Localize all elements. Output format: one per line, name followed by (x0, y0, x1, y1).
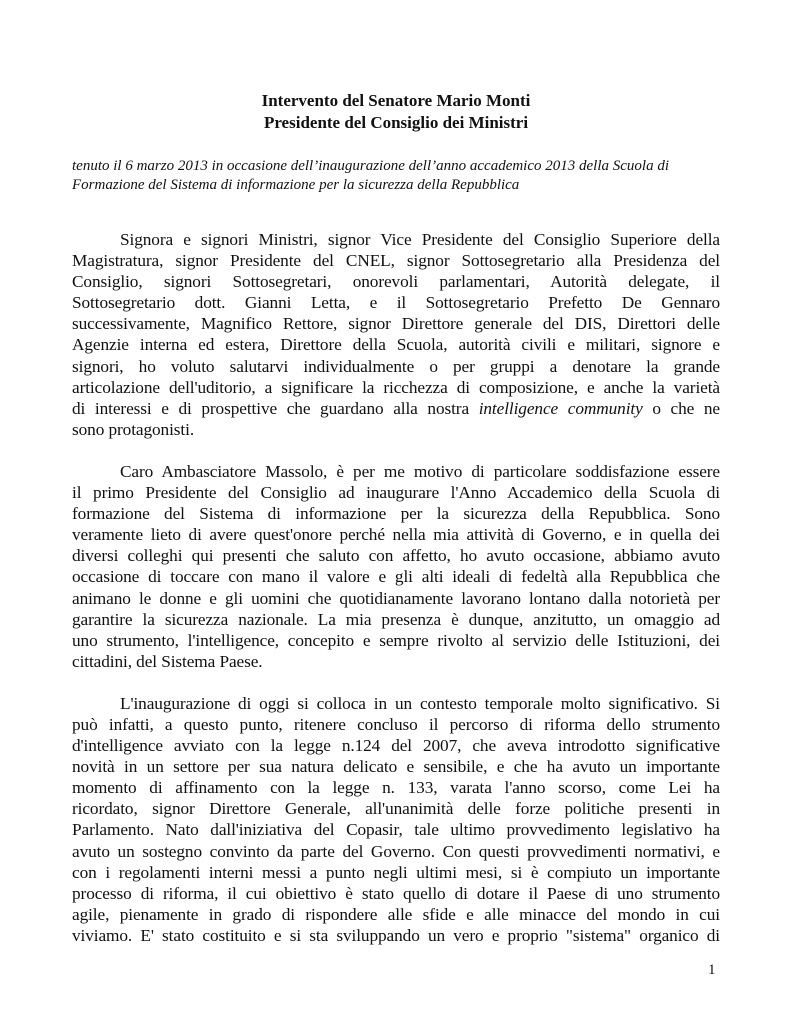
text-line: novità in un settore per sua natura delicato e sensibile, e che ha avuto un importante (72, 757, 720, 777)
text-line: formazione del Sistema di informazione per la sicurezza della Repubblica. Sono (72, 504, 720, 524)
text-line: Consiglio, signori Sottosegretari, onorevoli parlamentari, Autorità delegate, il (72, 272, 720, 292)
paragraph-3 (72, 693, 720, 946)
subtitle-line-1: tenuto il 6 marzo 2013 in occasione dell’inaugurazione dell’anno accademico 2013 della Scuola di (72, 158, 669, 174)
document-subtitle (72, 157, 720, 195)
text-line: Sottosegretario dott. Gianni Letta, e il Sottosegretario Prefetto De Gennaro (72, 293, 720, 313)
text-run: o che ne (642, 398, 720, 418)
emphasized-term: intelligence community (478, 398, 643, 418)
text-line: cittadini, del Sistema Paese. (72, 651, 263, 671)
paragraph-1 (72, 229, 720, 440)
text-line: d'intelligence avviato con la legge n.124 del 2007, che aveva introdotto significative (72, 736, 720, 756)
title-line-1: Intervento del Senatore Mario Monti (261, 91, 531, 110)
speech-body (72, 229, 720, 946)
text-line: successivamente, Magnifico Rettore, signor Direttore generale del DIS, Direttori delle (72, 314, 720, 334)
title-line-2: Presidente del Consiglio dei Ministri (263, 113, 529, 132)
document-page (72, 90, 720, 967)
text-line: avuto un sostegno convinto da parte del Governo. Con questi provvedimenti normativi, e (72, 841, 720, 861)
text-line: Parlamento. Nato dall'iniziativa del Copasir, tale ultimo provvedimento legislativo ha (72, 820, 720, 840)
text-line: può infatti, a questo punto, ritenere concluso il percorso di riforma dello strumento (72, 714, 720, 734)
subtitle-line-2: Formazione del Sistema di informazione per la sicurezza della Repubblica (72, 177, 520, 193)
text-line: veramente lieto di avere quest'onore perché nella mia attività di Governo, e in quella dei (72, 525, 720, 545)
text-line: signori, ho voluto salutarvi individualmente o per gruppi a denotare la grande (72, 356, 720, 376)
text-line: il primo Presidente del Consiglio ad inaugurare l'Anno Accademico della Scuola di (72, 483, 720, 503)
text-line: Signora e signori Ministri, signor Vice Presidente del Consiglio Superiore della (120, 230, 720, 249)
text-run: di interessi e di prospettive che guardano alla nostra (72, 398, 479, 418)
text-line: occasione di toccare con mano il valore e gli alti ideali di fedeltà alla Repubblica che (72, 567, 720, 587)
text-line: processo di riforma, il cui obiettivo è stato quello di dotare il Paese di uno strumento (72, 883, 720, 903)
text-line: diversi colleghi qui presenti che saluto con affetto, ho avuto occasione, abbiamo avuto (72, 546, 720, 566)
text-line: garantire la sicurezza nazionale. La mia presenza è dunque, anzitutto, un omaggio ad (72, 609, 720, 629)
text-line: sono protagonisti. (72, 419, 195, 439)
text-line: agile, pienamente in grado di rispondere alle sfide e alle minacce del mondo in cui (72, 904, 720, 924)
text-line: articolazione dell'uditorio, a significare la ricchezza di composizione, e anche la varietà (72, 377, 720, 397)
text-line: Caro Ambasciatore Massolo, è per me motivo di particolare soddisfazione essere (120, 461, 720, 481)
text-line: viviamo. E' stato costituito e si sta sviluppando un vero e proprio "sistema" organico di (72, 925, 720, 945)
text-line: uno strumento, l'intelligence, concepito e sempre rivolto al servizio delle Istituzioni, dei (72, 630, 720, 650)
text-line: Agenzie interna ed estera, Direttore della Scuola, autorità civili e militari, signore e (72, 335, 720, 355)
text-line: L'inaugurazione di oggi si colloca in un contesto temporale molto significativo. Si (120, 693, 720, 713)
text-line: ricordato, signor Direttore Generale, all'unanimità delle forze politiche presenti in (72, 799, 720, 819)
document-title (72, 90, 720, 134)
text-line: Magistratura, signor Presidente del CNEL, signor Sottosegretario alla Presidenza del (72, 251, 720, 271)
text-line: animano le donne e gli uomini che quotidianamente lavorano lontano dalla notorietà per (72, 588, 720, 608)
text-line: momento di affinamento con la legge n. 133, varata l'anno scorso, come Lei ha (72, 778, 720, 798)
page-number: 1 (708, 962, 716, 978)
text-line: con i regolamenti interni messi a punto negli ultimi mesi, si è compiuto un importante (72, 862, 720, 882)
paragraph-2 (72, 461, 720, 672)
text-line (72, 398, 720, 419)
